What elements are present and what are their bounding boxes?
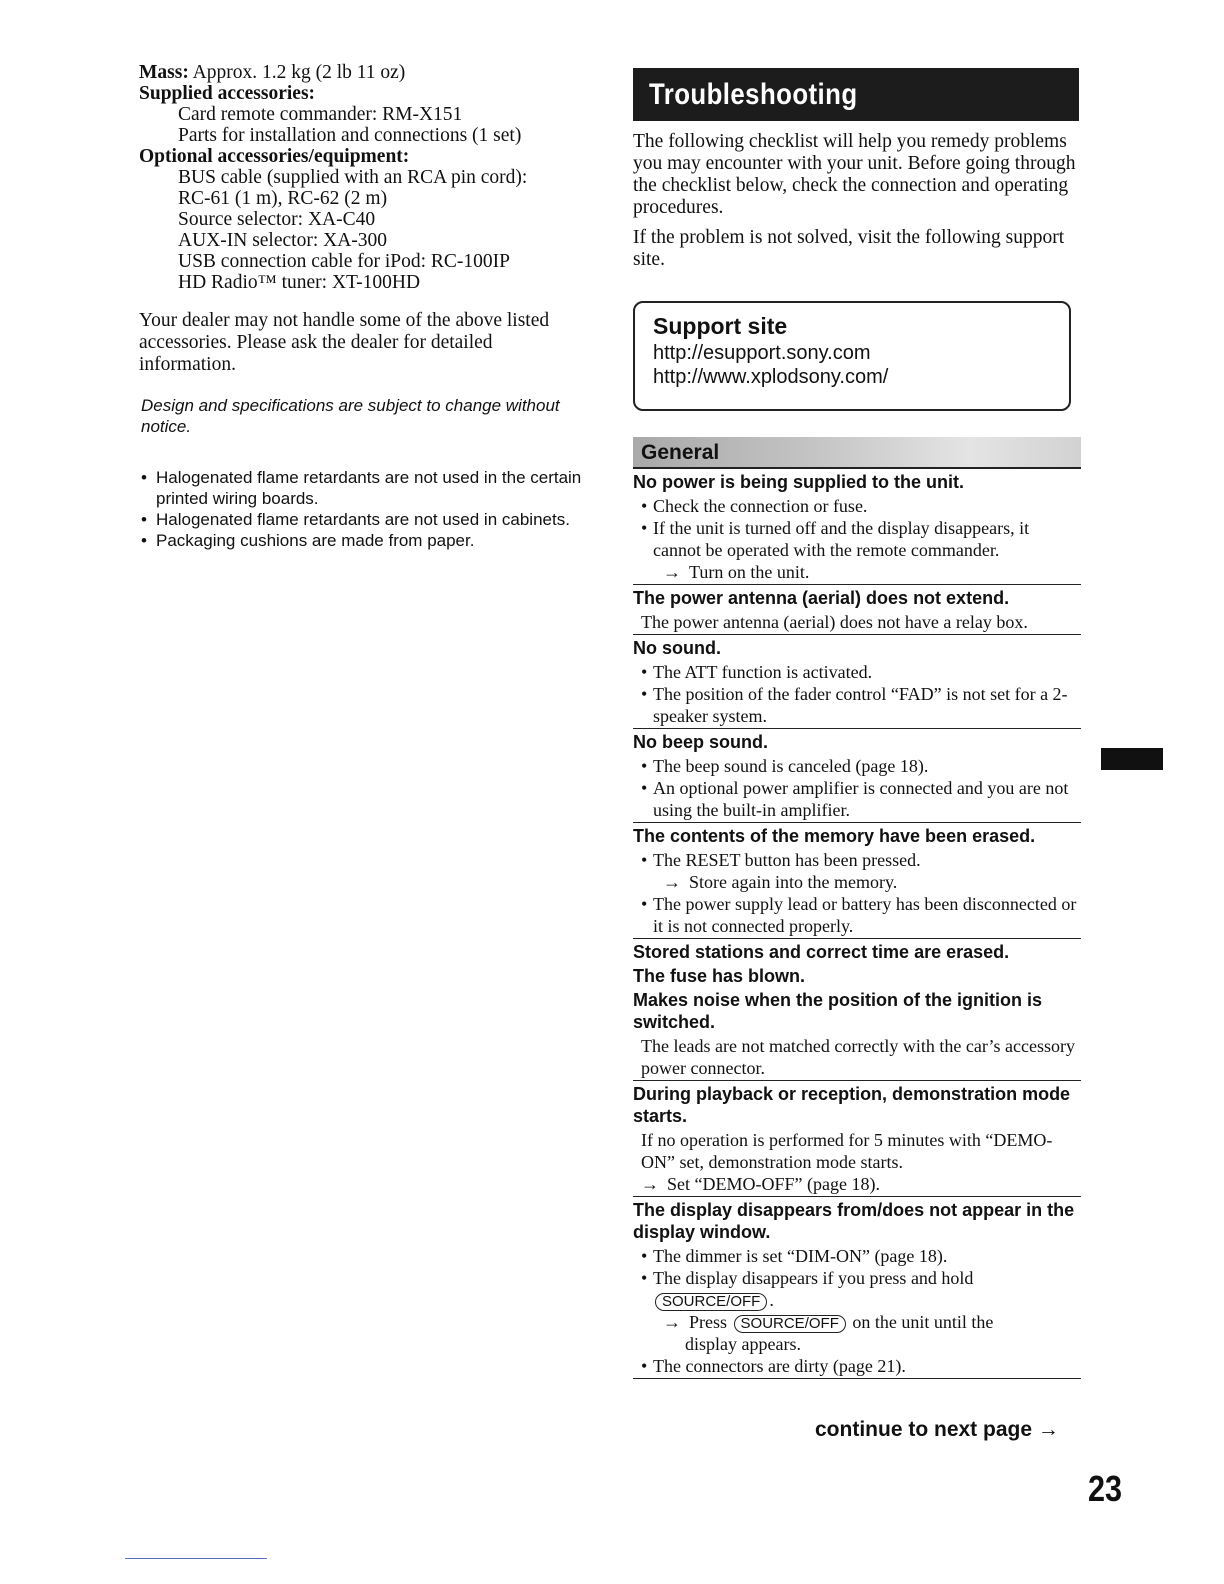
optional-item: USB connection cable for iPod: RC-100IP: [178, 251, 511, 272]
problem-entry: [633, 635, 1081, 729]
problem-entry: [633, 469, 1081, 585]
problem-title: The contents of the memory have been erased.: [633, 826, 1036, 846]
optional-item: Source selector: XA-C40: [178, 209, 376, 230]
solution-bullet: • The position of the fader control “FAD” is not set for a 2-speaker system.: [641, 683, 1081, 727]
troubleshooting-column: [633, 68, 1081, 1379]
optional-item: BUS cable (supplied with an RCA pin cord):: [178, 167, 528, 188]
support-url-link[interactable]: http://esupport.sony.com: [653, 342, 871, 364]
optional-accessories-label: Optional accessories/equipment:: [139, 146, 410, 167]
troubleshooting-title: Troubleshooting: [633, 68, 1079, 121]
solution-text: The power antenna (aerial) does not have a relay box.: [641, 612, 1028, 632]
environment-list: [139, 467, 589, 551]
optional-item: RC-61 (1 m), RC-62 (2 m): [178, 188, 388, 209]
design-note: Design and specifications are subject to change without notice.: [141, 396, 560, 436]
problem-title: Stored stations and correct time are erased.: [633, 942, 1010, 962]
troubleshooting-intro: The following checklist will help you remedy problems you may encounter with your unit. Before going through the checklist below, check the connection and operating procedures.: [633, 131, 1076, 218]
solution-action: → Set “DEMO-OFF” (page 18).: [641, 1174, 880, 1194]
mass-label: Mass:: [139, 62, 189, 83]
general-heading: General: [633, 437, 1081, 469]
source-off-button: SOURCE/OFF: [655, 1293, 767, 1311]
dealer-note: Your dealer may not handle some of the above listed accessories. Please ask the dealer for detailed information.: [139, 310, 550, 375]
solution-bullet: • The dimmer is set “DIM-ON” (page 18).: [641, 1245, 1081, 1267]
solution-bullet: • The beep sound is canceled (page 18).: [641, 755, 1081, 777]
page-number: 23: [1088, 1468, 1123, 1509]
problem-title: The fuse has blown.: [633, 966, 806, 986]
problem-title: During playback or reception, demonstration mode starts.: [633, 1084, 1071, 1126]
list-item: • Halogenated flame retardants are not used in cabinets.: [139, 509, 589, 530]
optional-item: HD Radio™ tuner: XT-100HD: [178, 272, 421, 293]
optional-item: AUX-IN selector: XA-300: [178, 230, 388, 251]
troubleshooting-intro-support: If the problem is not solved, visit the following support site.: [633, 227, 1065, 270]
mass-line: [139, 62, 589, 83]
solution-bullet: • The connectors are dirty (page 21).: [641, 1355, 1081, 1377]
arrow-right-icon: →: [1037, 1418, 1059, 1441]
solution-action: → Turn on the unit.: [663, 562, 810, 582]
supplied-item: Parts for installation and connections (1 set): [178, 125, 522, 146]
problem-entry: [633, 585, 1081, 635]
solution-text: If no operation is performed for 5 minutes with “DEMO-ON” set, demonstration mode starts.: [641, 1130, 1053, 1172]
support-url-link[interactable]: http://www.xplodsony.com/: [653, 366, 889, 388]
problem-title: Makes noise when the position of the ignition is switched.: [633, 990, 1043, 1032]
continue-to-next-page: continue to next page →: [815, 1418, 1059, 1441]
specifications-column: [139, 62, 589, 551]
source-off-button: SOURCE/OFF: [734, 1315, 846, 1333]
mass-value: Approx. 1.2 kg (2 lb 11 oz): [188, 62, 406, 83]
arrow-right-icon: →: [663, 1312, 681, 1332]
solution-action: → Press SOURCE/OFF on the unit until the: [663, 1312, 994, 1332]
support-site-box: [633, 301, 1071, 411]
problem-title: The power antenna (aerial) does not extend.: [633, 588, 1010, 608]
section-tab-marker: [1101, 748, 1163, 770]
solution-bullet: • Check the connection or fuse.: [641, 495, 1081, 517]
solution-bullet: • The display disappears if you press and hold SOURCE/OFF .: [641, 1267, 1081, 1311]
list-item: • Packaging cushions are made from paper.: [139, 530, 589, 551]
solution-bullet: • The ATT function is activated.: [641, 661, 1081, 683]
problem-entry: [633, 823, 1081, 939]
supplied-item: Card remote commander: RM-X151: [178, 104, 463, 125]
solution-bullet: • If the unit is turned off and the display disappears, it cannot be operated with the remote commander.: [641, 517, 1081, 561]
problem-title: No sound.: [633, 638, 721, 658]
solution-text: The leads are not matched correctly with the car’s accessory power connector.: [641, 1036, 1075, 1078]
problem-entry: [633, 729, 1081, 823]
solution-bullet: • The RESET button has been pressed.: [641, 849, 1081, 871]
footer-rule: [125, 1558, 267, 1559]
problem-entry: [633, 1081, 1081, 1197]
support-site-title: Support site: [653, 313, 788, 339]
list-item: • Halogenated flame retardants are not used in the certain printed wiring boards.: [139, 467, 589, 509]
problem-entry: [633, 939, 1081, 1081]
problem-title: The display disappears from/does not appear in the display window.: [633, 1200, 1075, 1242]
solution-action: → Store again into the memory.: [663, 872, 898, 892]
problem-title: No power is being supplied to the unit.: [633, 472, 964, 492]
solution-bullet: • The power supply lead or battery has been disconnected or it is not connected properly.: [641, 893, 1081, 937]
arrow-right-icon: →: [641, 1174, 659, 1194]
solution-action-continued: display appears.: [685, 1334, 801, 1354]
problem-title: No beep sound.: [633, 732, 768, 752]
problem-entry: [633, 1197, 1081, 1379]
arrow-right-icon: →: [663, 562, 681, 582]
solution-bullet: • An optional power amplifier is connected and you are not using the built-in amplifier.: [641, 777, 1081, 821]
arrow-right-icon: →: [663, 872, 681, 892]
supplied-accessories-label: Supplied accessories:: [139, 83, 316, 104]
